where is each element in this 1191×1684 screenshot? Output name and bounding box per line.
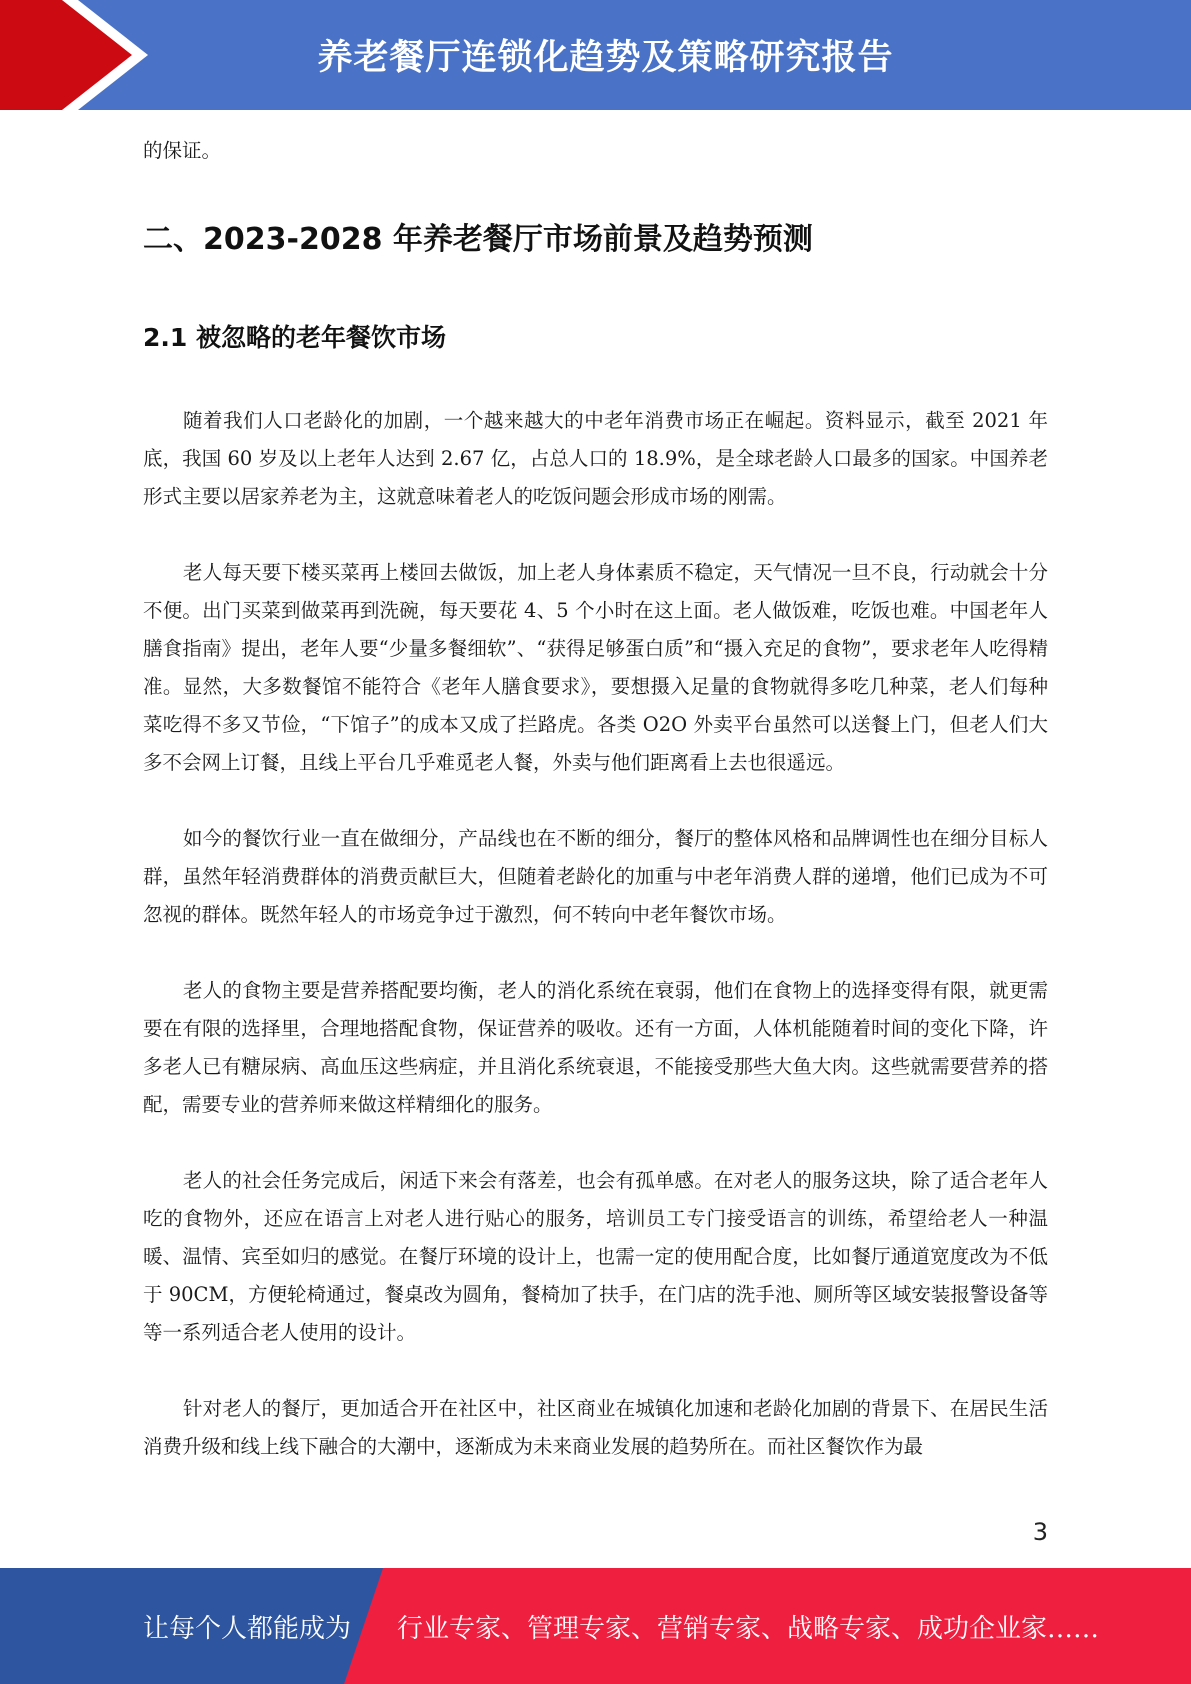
body-paragraph: 随着我们人口老龄化的加剧，一个越来越大的中老年消费市场正在崛起。资料显示，截至 2021 年底，我国 60 岁及以上老年人达到 2.67 亿，占总人口的 18.9%，是全球老龄人口最多的国家。中国养老形式主要以居家养老为主，这就意味着老人的吃饭问题会形成市场的刚需。 [143,409,1048,508]
lead-text: 的保证。 [143,139,222,162]
page-number: 3 [1032,1518,1048,1546]
body-paragraph: 老人的食物主要是营养搭配要均衡，老人的消化系统在衰弱，他们在食物上的选择变得有限，就更需要在有限的选择里，合理地搭配食物，保证营养的吸收。还有一方面，人体机能随着时间的变化下降，许多老人已有糖尿病、高血压这些病症，并且消化系统衰退，不能接受那些大鱼大肉。这些就需要营养的搭配，需要专业的营养师来做这样精细化的服务。 [143,979,1048,1116]
footer-slogan-left: 让每个人都能成为 [143,1613,352,1644]
body-paragraph: 如今的餐饮行业一直在做细分，产品线也在不断的细分，餐厅的整体风格和品牌调性也在细分目标人群，虽然年轻消费群体的消费贡献巨大，但随着老龄化的加重与中老年消费人群的递增，他们已成为不可忽视的群体。既然年轻人的市场竞争过于激烈，何不转向中老年餐饮市场。 [143,827,1048,926]
section-title: 二、2023-2028 年养老餐厅市场前景及趋势预测 [143,222,813,257]
body-paragraph: 针对老人的餐厅，更加适合开在社区中，社区商业在城镇化加速和老龄化加剧的背景下、在居民生活消费升级和线上线下融合的大潮中，逐渐成为未来商业发展的趋势所在。而社区餐饮作为最 [143,1397,1048,1458]
page-header [0,0,1191,110]
footer-slogan-right: 行业专家、管理专家、营销专家、战略专家、成功企业家…… [397,1613,1100,1644]
subsection-title: 2.1 被忽略的老年餐饮市场 [143,323,446,352]
body-paragraph: 老人的社会任务完成后，闲适下来会有落差，也会有孤单感。在对老人的服务这块，除了适合老年人吃的食物外，还应在语言上对老人进行贴心的服务，培训员工专门接受语言的训练，希望给老人一种温暖、温情、宾至如归的感觉。在餐厅环境的设计上，也需一定的使用配合度，比如餐厅通道宽度改为不低于 90CM，方便轮椅通过，餐桌改为圆角，餐椅加了扶手，在门店的洗手池、厕所等区域安装报警设备等等一系列适合老人使用的设计。 [143,1169,1048,1344]
page-footer [0,1568,1191,1684]
body-paragraph: 老人每天要下楼买菜再上楼回去做饭，加上老人身体素质不稳定，天气情况一旦不良，行动就会十分不便。出门买菜到做菜再到洗碗，每天要花 4、5 个小时在这上面。老人做饭难，吃饭也难。中国老年人膳食指南》提出，老年人要“少量多餐细软”、“获得足够蛋白质”和“摄入充足的食物”，要求老年人吃得精准。显然，大多数餐馆不能符合《老年人膳食要求》，要想摄入足量的食物就得多吃几种菜，老人们每种菜吃得不多又节俭，“下馆子”的成本又成了拦路虎。各类 O2O 外卖平台虽然可以送餐上门，但老人们大多不会网上订餐，且线上平台几乎难觅老人餐，外卖与他们距离看上去也很遥远。 [143,561,1048,774]
report-title: 养老餐厅连锁化趋势及策略研究报告 [317,38,894,78]
page-content [143,132,1048,1466]
